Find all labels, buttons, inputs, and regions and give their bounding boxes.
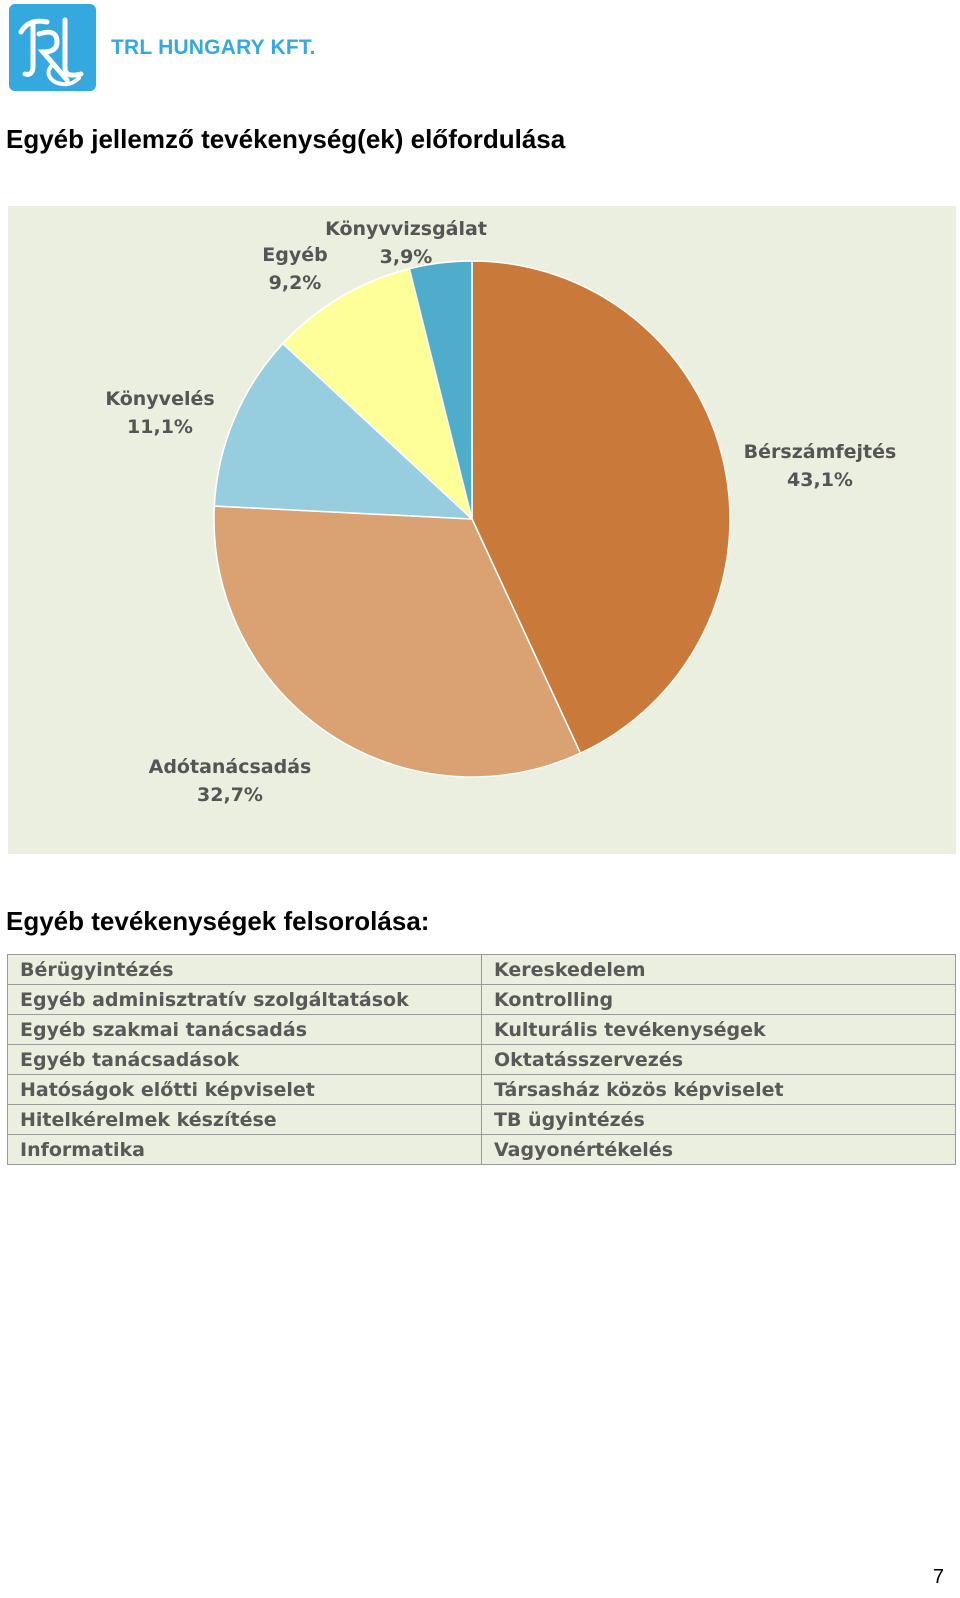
slice-name-label: Adótanácsadás xyxy=(148,756,312,778)
activities-heading: Egyéb tevékenységek felsorolása: xyxy=(6,906,430,936)
activity-cell: Informatika xyxy=(8,1135,482,1165)
table-row xyxy=(8,1135,956,1165)
slice-value-label: 9,2% xyxy=(268,272,322,294)
activity-cell: Egyéb adminisztratív szolgáltatások xyxy=(8,985,482,1015)
slice-name-label: Bérszámfejtés xyxy=(743,441,897,463)
pie-chart xyxy=(8,206,956,854)
table-row xyxy=(8,985,956,1015)
slice-name-label: Könyvvizsgálat xyxy=(325,218,487,240)
activity-cell: TB ügyintézés xyxy=(482,1105,956,1135)
activity-cell: Kontrolling xyxy=(482,985,956,1015)
activity-cell: Egyéb tanácsadások xyxy=(8,1045,482,1075)
activity-cell: Hitelkérelmek készítése xyxy=(8,1105,482,1135)
trl-monogram-icon xyxy=(9,4,96,91)
table-row xyxy=(8,955,956,985)
slice-name-label: Könyvelés xyxy=(105,388,215,410)
slice-value-label: 32,7% xyxy=(197,784,263,806)
page-title: Egyéb jellemző tevékenység(ek) előfordulása xyxy=(6,124,566,154)
table-row xyxy=(8,1045,956,1075)
company-logo xyxy=(9,4,96,91)
table-row xyxy=(8,1105,956,1135)
company-name: TRL HUNGARY KFT. xyxy=(111,36,316,59)
slice-value-label: 43,1% xyxy=(787,469,853,491)
activity-cell: Kereskedelem xyxy=(482,955,956,985)
slice-value-label: 11,1% xyxy=(127,416,193,438)
activity-cell: Társasház közös képviselet xyxy=(482,1075,956,1105)
activity-cell: Oktatásszervezés xyxy=(482,1045,956,1075)
page-number: 7 xyxy=(932,1566,944,1588)
activity-cell: Vagyonértékelés xyxy=(482,1135,956,1165)
activity-cell: Hatóságok előtti képviselet xyxy=(8,1075,482,1105)
slice-name-label: Egyéb xyxy=(262,244,328,266)
activity-cell: Bérügyintézés xyxy=(8,955,482,985)
table-row xyxy=(8,1075,956,1105)
slice-value-label: 3,9% xyxy=(379,246,433,268)
activity-cell: Kulturális tevékenységek xyxy=(482,1015,956,1045)
activities-table xyxy=(7,954,956,1165)
activity-cell: Egyéb szakmai tanácsadás xyxy=(8,1015,482,1045)
table-row xyxy=(8,1015,956,1045)
pie-chart-panel xyxy=(8,206,956,854)
